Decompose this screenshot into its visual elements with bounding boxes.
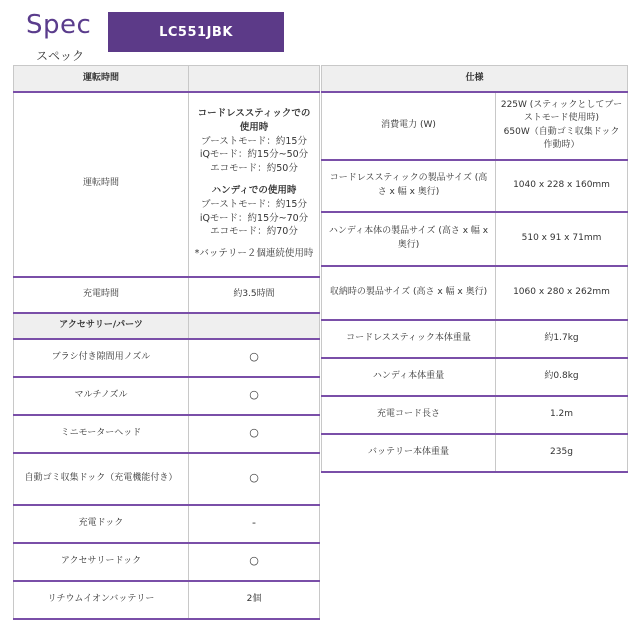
spec-label: コードレススティックの製品サイズ (高さ x 幅 x 奥行): [322, 160, 496, 212]
accessory-value: -: [189, 505, 320, 543]
model-badge: [108, 12, 284, 52]
stick-usage-title: コードレススティックでの使用時: [197, 108, 311, 133]
table-row: [322, 160, 628, 212]
accessory-label: 充電ドック: [14, 505, 189, 543]
table-row: [322, 320, 628, 358]
page-title: Spec: [26, 10, 92, 40]
spec-value: 1060 x 280 x 262mm: [496, 266, 628, 320]
spec-value: 1.2m: [496, 396, 628, 434]
table-row: [14, 377, 320, 415]
table-header-row: [14, 66, 320, 92]
spec-label: ハンディ本体の製品サイズ (高さ x 幅 x 奥行): [322, 212, 496, 266]
spec-value: 約1.7kg: [496, 320, 628, 358]
operation-times: [189, 92, 320, 277]
accessory-value: ○: [189, 543, 320, 581]
stick-line: iQモード：約15分~50分: [199, 149, 309, 161]
spec-label: ハンディ本体重量: [322, 358, 496, 396]
spec-value: 1040 x 228 x 160mm: [496, 160, 628, 212]
operation-header: 運転時間: [14, 66, 189, 92]
handy-line: ブーストモード：約15分: [201, 198, 307, 210]
table-row: [14, 415, 320, 453]
table-row: [322, 266, 628, 320]
spec-value: 約0.8kg: [496, 358, 628, 396]
stick-line: エコモード：約50分: [210, 163, 298, 175]
accessory-label: ミニモーターヘッド: [14, 415, 189, 453]
table-row: [322, 212, 628, 266]
spec-table: [321, 65, 628, 473]
accessory-label: リチウムイオンバッテリー: [14, 581, 189, 619]
charging-value: 約3.5時間: [189, 277, 320, 313]
accessory-label: ブラシ付き隙間用ノズル: [14, 339, 189, 377]
accessory-value: ○: [189, 415, 320, 453]
accessories-header: アクセサリー/パーツ: [14, 313, 189, 339]
header-empty-cell: [189, 313, 320, 339]
spec-header: 仕様: [322, 66, 628, 92]
table-row: [322, 92, 628, 160]
accessory-label: 自動ゴミ収集ドック（充電機能付き）: [14, 453, 189, 505]
accessory-value: ○: [189, 377, 320, 415]
header-empty-cell: [189, 66, 320, 92]
table-row: [14, 92, 320, 277]
table-row: [322, 358, 628, 396]
table-row: [14, 543, 320, 581]
spec-value: 510 x 91 x 71mm: [496, 212, 628, 266]
spec-header-row: [322, 66, 628, 92]
spec-value: 235g: [496, 434, 628, 472]
accessory-label: マルチノズル: [14, 377, 189, 415]
spec-label: コードレススティック本体重量: [322, 320, 496, 358]
accessory-label: アクセサリードック: [14, 543, 189, 581]
handy-line: エコモード：約70分: [210, 226, 298, 238]
table-row: [14, 453, 320, 505]
handy-usage-title: ハンディでの使用時: [211, 185, 297, 196]
spec-label: 収納時の製品サイズ (高さ x 幅 x 奥行): [322, 266, 496, 320]
table-row: [14, 339, 320, 377]
table-row: [322, 434, 628, 472]
operation-row-label: 運転時間: [14, 92, 189, 277]
table-row: [14, 581, 320, 619]
handy-line: iQモード：約15分~70分: [199, 212, 309, 224]
spec-value: 225W (スティックとしてブーストモード使用時) 650W（自動ゴミ収集ドック作動時）: [496, 92, 628, 160]
table-row: [14, 505, 320, 543]
accessory-value: ○: [189, 339, 320, 377]
operation-accessory-table: [13, 65, 320, 620]
page-subtitle: スペック: [36, 49, 85, 63]
spec-label: 充電コード長さ: [322, 396, 496, 434]
stick-line: ブーストモード：約15分: [201, 135, 307, 147]
accessory-value: 2個: [189, 581, 320, 619]
table-row: [322, 396, 628, 434]
spec-label: 消費電力 (W): [322, 92, 496, 160]
accessory-header-row: [14, 313, 320, 339]
charging-label: 充電時間: [14, 277, 189, 313]
accessory-value: ○: [189, 453, 320, 505]
table-row: [14, 277, 320, 313]
model-number: LC551JBK: [159, 24, 233, 40]
battery-note: *バッテリー２個連続使用時: [194, 248, 314, 260]
spec-label: バッテリー本体重量: [322, 434, 496, 472]
